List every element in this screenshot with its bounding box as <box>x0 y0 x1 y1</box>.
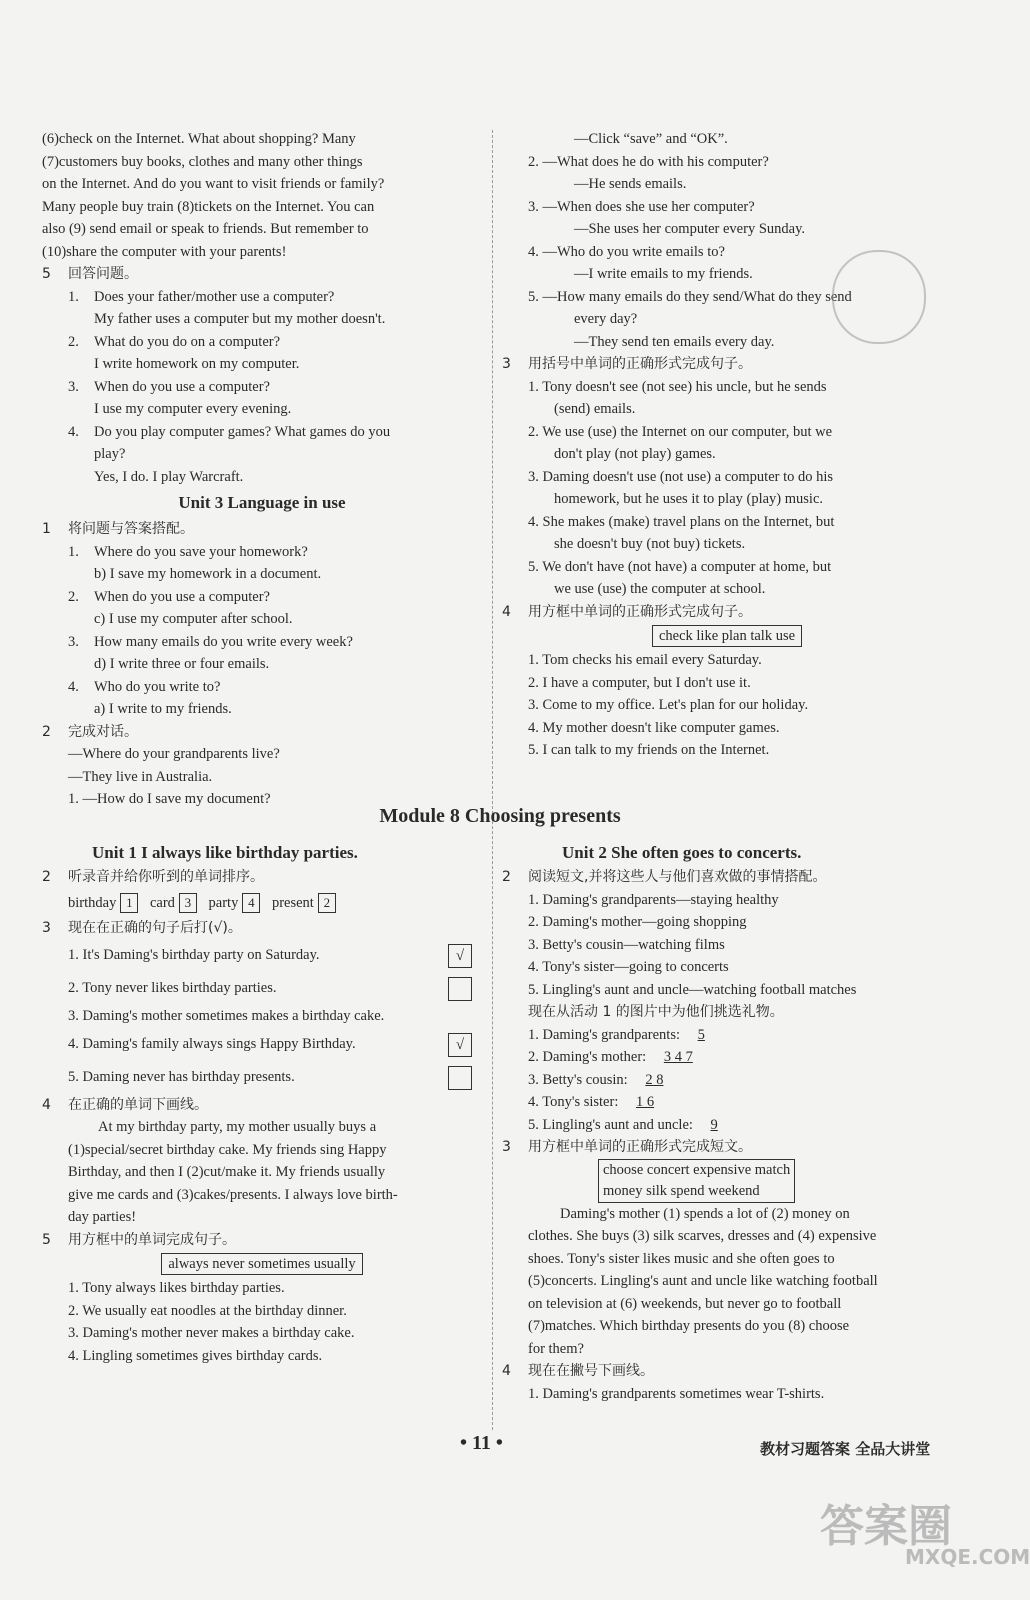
dialog-line: every day? <box>574 311 638 327</box>
sentence: don't play (not play) games. <box>554 446 716 462</box>
passage-line: give me cards and (3)cakes/presents. I always love birth- <box>68 1186 398 1203</box>
passage-line: Daming's mother (1) spends a lot of (2) money on <box>560 1205 850 1222</box>
dialog-line: —They live in Australia. <box>68 768 213 785</box>
passage-line: on the Internet. And do you want to visit friends or family? <box>42 176 385 192</box>
dialog-line: 3. —When does she use her computer? <box>528 198 755 215</box>
passage-line: (7)matches. Which birthday presents do you (8) choose <box>528 1318 850 1334</box>
checkbox: √ <box>448 944 472 968</box>
watermark-url: MXQE.COM <box>905 1545 1030 1569</box>
dialog-line: 4. —Who do you write emails to? <box>528 243 725 260</box>
order-box: 4 <box>242 893 260 913</box>
match-line: 3. Betty's cousin—watching films <box>528 936 725 953</box>
sentence: she doesn't buy (not buy) tickets. <box>554 536 746 552</box>
sentence: (send) emails. <box>554 401 636 417</box>
question: 2. What do you do on a computer? <box>68 333 281 350</box>
exercise-header: 4 在正确的单词下画线。 <box>42 1096 208 1113</box>
right-bottom-column <box>502 840 952 1405</box>
answer: d) I write three or four emails. <box>94 656 270 672</box>
unit-title: Unit 1 I always like birthday parties. <box>92 843 358 862</box>
checkbox <box>448 1066 472 1090</box>
sentence: 5. We don't have (not have) a computer at home, but <box>528 558 832 575</box>
word-box: always never sometimes usually <box>161 1253 362 1275</box>
passage-line: At my birthday party, my mother usually buys a <box>98 1119 377 1135</box>
word-box-row <box>42 1251 482 1277</box>
dialog-line: —She uses her computer every Sunday. <box>574 221 806 237</box>
word-order-row: birthday 1 card 3 party 4 present 2 <box>42 889 482 917</box>
watermark-logo: 答案圈 <box>820 1501 952 1552</box>
check-item: 5. Daming never has birthday presents. <box>42 1061 482 1094</box>
sentence: we use (use) the computer at school. <box>554 581 766 597</box>
dialog-line: —They send ten emails every day. <box>574 333 775 350</box>
question: 3. How many emails do you write every week? <box>68 633 353 650</box>
dialog-line: —Where do your grandparents live? <box>68 746 280 762</box>
dialog-line: 5. —How many emails do they send/What do they send <box>528 288 852 305</box>
right-top-column <box>502 128 952 762</box>
check-item: 4. Daming's family always sings Happy Birthday. √ <box>42 1028 482 1061</box>
sentence: 4. My mother doesn't like computer games. <box>528 719 780 736</box>
exercise-header: 3 用方框中单词的正确形式完成短文。 <box>502 1139 752 1155</box>
sentence: 5. I can talk to my friends on the Internet. <box>528 742 770 758</box>
passage-line: Many people buy train (8)tickets on the Internet. You can <box>42 198 375 215</box>
sentence: homework, but he uses it to play (play) music. <box>554 491 824 507</box>
answer: My father uses a computer but my mother doesn't. <box>94 311 386 327</box>
exercise-header: 5 用方框中的单词完成句子。 <box>42 1231 236 1248</box>
dialog-line: 1. —How do I save my document? <box>68 791 271 807</box>
sentence: 2. I have a computer, but I don't use it. <box>528 674 751 691</box>
exercise-header: 2 阅读短文,并将这些人与他们喜欢做的事情搭配。 <box>502 869 827 885</box>
sub-instruction: 现在从活动 1 的图片中为他们挑选礼物。 <box>528 1004 784 1020</box>
passage-line: (1)special/secret birthday cake. My friends sing Happy <box>68 1141 387 1158</box>
unit-title: Unit 3 Language in use <box>178 493 346 512</box>
dialog-line: —I write emails to my friends. <box>574 266 753 282</box>
match-line: 1. Daming's grandparents—staying healthy <box>528 891 779 908</box>
question-cont: play? <box>94 446 126 462</box>
sentence: 4. Lingling sometimes gives birthday cards. <box>68 1347 323 1364</box>
answer: Yes, I do. I play Warcraft. <box>94 468 244 485</box>
unit-title: Unit 2 She often goes to concerts. <box>562 843 802 862</box>
exercise-title: 回答问题。 <box>68 266 138 282</box>
question: 4. Who do you write to? <box>68 678 221 695</box>
column-divider <box>492 130 493 1430</box>
exercise-header: 4 用方框中单词的正确形式完成句子。 <box>502 603 752 620</box>
match-line: 4. Tony's sister—going to concerts <box>528 959 729 975</box>
answer: b) I save my homework in a document. <box>94 566 322 582</box>
dialog-line: —He sends emails. <box>574 176 687 192</box>
gift-answer: 1. Daming's grandparents: 5 <box>528 1026 705 1043</box>
checkbox <box>448 977 472 1001</box>
exercise-header: 3 用括号中单词的正确形式完成句子。 <box>502 356 752 372</box>
question: 4. Do you play computer games? What games do you <box>68 423 391 440</box>
word-box: choose concert expensive match money silk spend weekend <box>598 1159 795 1203</box>
passage-line: (7)customers buy books, clothes and many other things <box>42 153 363 170</box>
answer: a) I write to my friends. <box>94 701 232 717</box>
question: 1. Where do you save your homework? <box>68 543 308 560</box>
word-box-row <box>502 1159 952 1203</box>
exercise-number: 5 <box>42 266 51 282</box>
order-box: 1 <box>120 893 138 913</box>
passage-line: day parties! <box>68 1209 137 1225</box>
sentence: 1. Tom checks his email every Saturday. <box>528 652 762 668</box>
question: 3. When do you use a computer? <box>68 378 270 395</box>
page-number: • 11 • <box>460 1432 503 1454</box>
sentence: 1. Daming's grandparents sometimes wear T-shirts. <box>528 1385 825 1402</box>
word-box-row <box>502 623 952 649</box>
exercise-header <box>42 263 482 286</box>
sentence: 3. Come to my office. Let's plan for our holiday. <box>528 697 809 713</box>
dialog-line: —Click “save” and “OK”. <box>574 131 728 147</box>
dialog-line: 2. —What does he do with his computer? <box>528 153 769 170</box>
passage-line: (5)concerts. Lingling's aunt and uncle like watching football <box>528 1273 878 1289</box>
match-line: 2. Daming's mother—going shopping <box>528 914 747 930</box>
order-box: 3 <box>179 893 197 913</box>
gift-answer: 2. Daming's mother: 3 4 7 <box>528 1049 693 1065</box>
sentence: 1. Tony always likes birthday parties. <box>68 1280 285 1296</box>
exercise-header: 2 完成对话。 <box>42 723 138 740</box>
exercise-header: 4 现在在撇号下画线。 <box>502 1363 654 1379</box>
stamp-seal <box>832 250 926 344</box>
passage-line: on television at (6) weekends, but never go to football <box>528 1295 842 1312</box>
answer: I use my computer every evening. <box>94 401 292 417</box>
answer: I write homework on my computer. <box>94 356 300 372</box>
match-line: 5. Lingling's aunt and uncle—watching football matches <box>528 981 857 998</box>
module-title: Module 8 Choosing presents <box>379 805 621 827</box>
gift-answer: 3. Betty's cousin: 2 8 <box>528 1071 664 1088</box>
exercise-header: 1 将问题与答案搭配。 <box>42 521 194 537</box>
sentence: 1. Tony doesn't see (not see) his uncle, but he sends <box>528 378 827 395</box>
word-box: check like plan talk use <box>652 625 802 647</box>
sentence: 2. We use (use) the Internet on our computer, but we <box>528 423 833 440</box>
passage-line: Birthday, and then I (2)cut/make it. My friends usually <box>68 1164 386 1180</box>
check-item: 2. Tony never likes birthday parties. <box>42 972 482 1005</box>
check-item: 1. It's Daming's birthday party on Saturday. √ <box>42 939 482 972</box>
sentence: 2. We usually eat noodles at the birthday dinner. <box>68 1302 347 1319</box>
checkbox: √ <box>448 1033 472 1057</box>
left-top-column <box>42 128 482 811</box>
question: 1. Does your father/mother use a computer? <box>68 288 335 305</box>
passage-line: (10)share the computer with your parents! <box>42 243 287 260</box>
gift-answer: 5. Lingling's aunt and uncle: 9 <box>528 1116 718 1133</box>
question: 2. When do you use a computer? <box>68 588 270 605</box>
passage-line: shoes. Tony's sister likes music and she often goes to <box>528 1250 835 1267</box>
check-item: 3. Daming's mother sometimes makes a birthday cake. <box>68 1008 385 1024</box>
exercise-header: 3 现在在正确的句子后打(√)。 <box>42 919 242 936</box>
order-box: 2 <box>318 893 336 913</box>
passage-line: also (9) send email or speak to friends. But remember to <box>42 221 369 237</box>
footer-brand: 教材习题答案 全品大讲堂 <box>760 1440 931 1458</box>
exercise-header: 2 听录音并给你听到的单词排序。 <box>42 869 264 885</box>
passage-line: clothes. She buys (3) silk scarves, dresses and (4) expensive <box>528 1228 877 1244</box>
sentence: 3. Daming's mother never makes a birthday cake. <box>68 1325 355 1341</box>
passage-line: for them? <box>528 1340 584 1357</box>
passage-line: (6)check on the Internet. What about shopping? Many <box>42 131 356 147</box>
answer: c) I use my computer after school. <box>94 611 293 627</box>
left-bottom-column <box>42 840 482 1367</box>
gift-answer: 4. Tony's sister: 1 6 <box>528 1094 655 1110</box>
sentence: 3. Daming doesn't use (not use) a computer to do his <box>528 468 834 485</box>
sentence: 4. She makes (make) travel plans on the Internet, but <box>528 513 835 530</box>
